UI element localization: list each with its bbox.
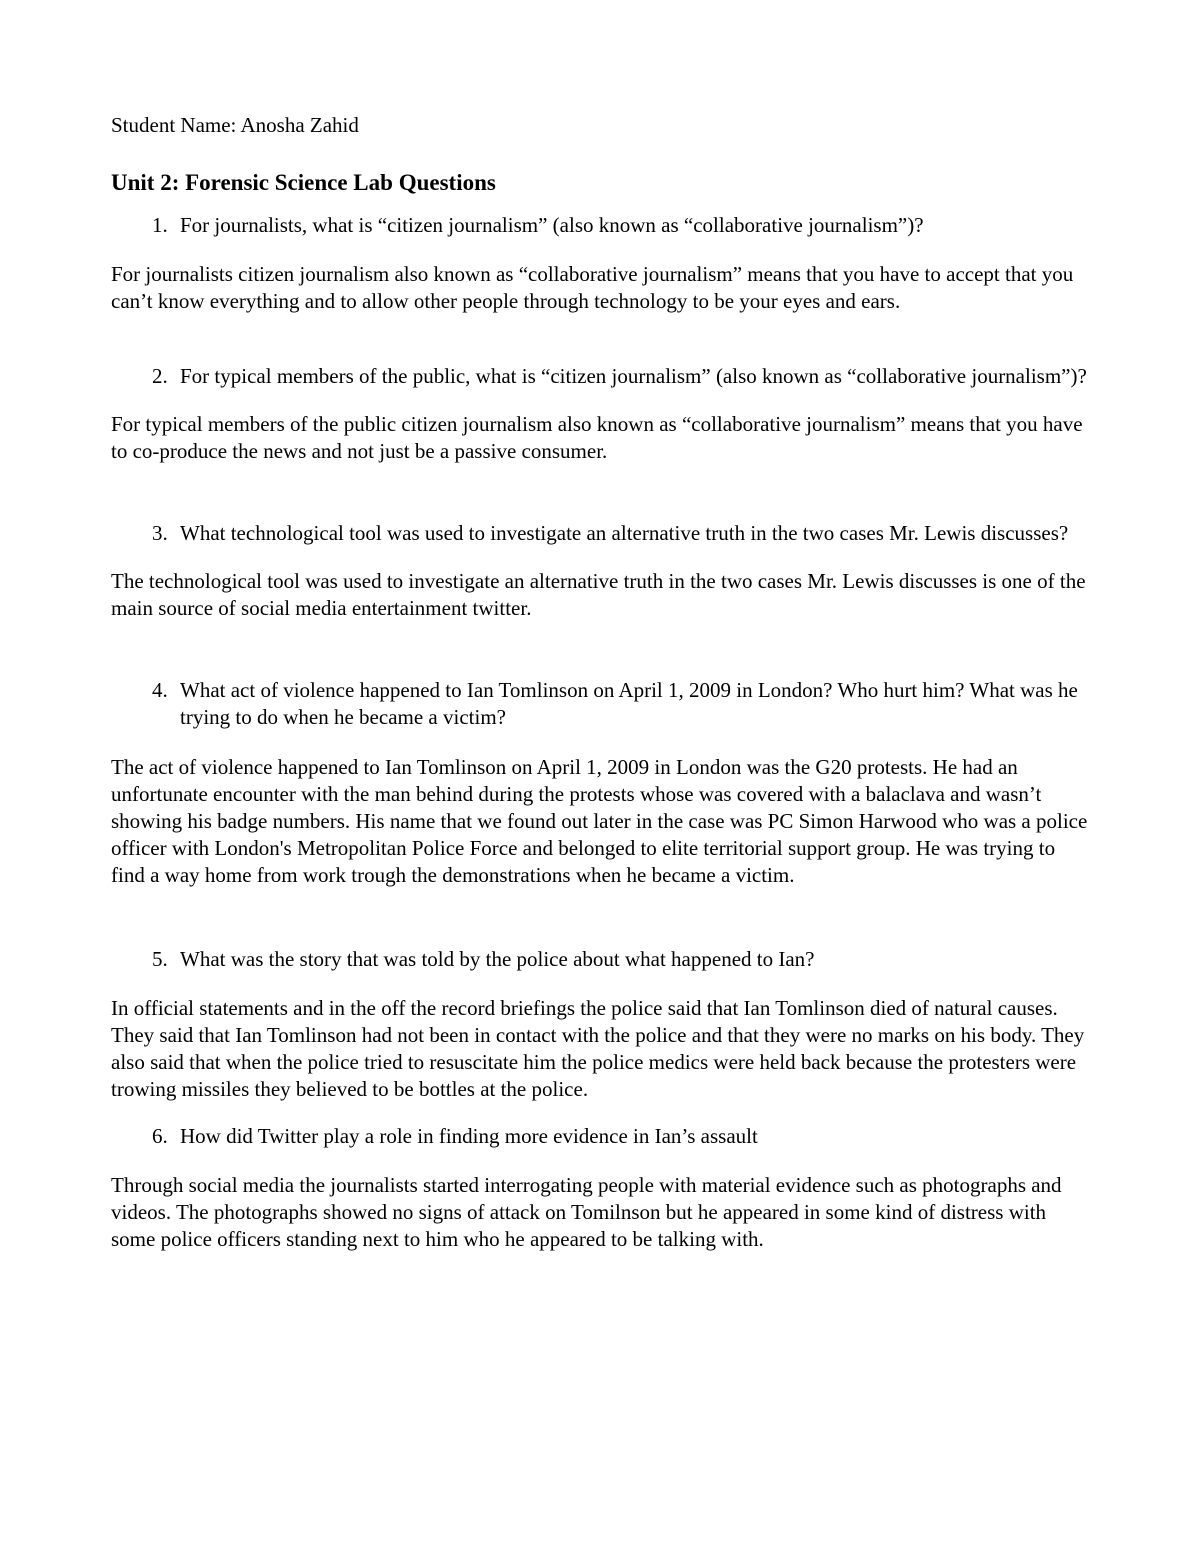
question-text: What act of violence happened to Ian Tomlinson on April 1, 2009 in London? Who hurt him? What was he trying to do when he became a victim? — [180, 678, 1078, 729]
question-number: 4. — [152, 678, 168, 702]
question-6 — [111, 1123, 1091, 1150]
answer-1: For journalists citizen journalism also known as “collaborative journalism” means that you have to accept that you can’t know everything and to allow other people through technology to be your eyes and ears. — [111, 262, 1074, 313]
question-1 — [111, 212, 1091, 239]
question-text: For journalists, what is “citizen journalism” (also known as “collaborative journalism”)? — [180, 213, 924, 237]
question-number: 3. — [152, 521, 168, 545]
question-2 — [111, 363, 1091, 390]
question-text: What technological tool was used to investigate an alternative truth in the two cases Mr. Lewis discusses? — [180, 521, 1069, 545]
answer-3: The technological tool was used to investigate an alternative truth in the two cases Mr. Lewis discusses is one of the main source of social media entertainment twitter. — [111, 569, 1086, 620]
question-text: How did Twitter play a role in finding more evidence in Ian’s assault — [180, 1124, 758, 1148]
question-text: For typical members of the public, what is “citizen journalism” (also known as “collaborative journalism”)? — [180, 364, 1087, 388]
answer-6: Through social media the journalists started interrogating people with material evidence such as photographs and videos. The photographs showed no signs of attack on Tomilnson but he appeared in some kind of distress with some police officers standing next to him who he appeared to be talking with. — [111, 1173, 1062, 1251]
answer-4: The act of violence happened to Ian Tomlinson on April 1, 2009 in London was the G20 protests. He had an unfortunate encounter with the man behind during the protests whose was covered with a balaclava and wasn’t showing his badge numbers. His name that we found out later in the case was PC Simon Harwood who was a police officer with London's Metropolitan Police Force and belonged to elite territorial support group. He was trying to find a way home from work trough the demonstrations when he became a victim. — [111, 755, 1088, 887]
question-5 — [111, 946, 1091, 973]
question-number: 1. — [152, 213, 168, 237]
question-number: 6. — [152, 1124, 168, 1148]
question-3 — [111, 520, 1091, 547]
student-name-line: Student Name: Anosha Zahid — [111, 113, 359, 137]
document-page — [111, 112, 1091, 1253]
question-text: What was the story that was told by the police about what happened to Ian? — [180, 947, 815, 971]
question-number: 5. — [152, 947, 168, 971]
question-4 — [111, 677, 1091, 731]
document-title: Unit 2: Forensic Science Lab Questions — [111, 170, 496, 195]
answer-5: In official statements and in the off the record briefings the police said that Ian Tomlinson died of natural causes. They said that Ian Tomlinson had not been in contact with the police and that they were no marks on his body. They also said that when the police tried to resuscitate him the police medics were held back because the protesters were trowing missiles they believed to be bottles at the police. — [111, 996, 1085, 1101]
question-number: 2. — [152, 364, 168, 388]
answer-2: For typical members of the public citizen journalism also known as “collaborative journalism” means that you have to co-produce the news and not just be a passive consumer. — [111, 412, 1083, 463]
